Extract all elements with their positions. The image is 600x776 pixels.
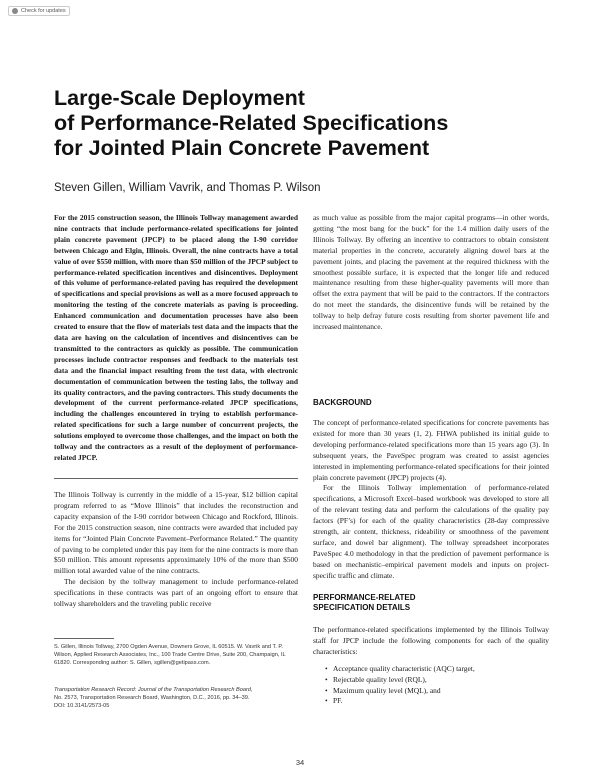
background-body bbox=[313, 418, 549, 582]
list-item: • Rejectable quality level (RQL), bbox=[325, 675, 549, 686]
title-line: for Jointed Plain Concrete Pavement bbox=[54, 136, 430, 160]
page-number: 34 bbox=[295, 758, 305, 767]
abstract: For the 2015 construction season, the Illinois Tollway management awarded nine contracts that include performance-related specifications for jointed plain concrete pavement (JPCP) to be placed along the I-90 corridor between Chicago and Elgin, Illinois. Overall, the nine contracts have a total value of over $550 million, with more than $50 million of the JPCP subject to performance-related specification incentives and disincentives. Deployment of this volume of performance-related paving has required the development of specifications and special provisions as well as a more focused approach to monitoring the testing of the concrete materials as paving is proceeding. Enhanced communication and documentation processes have also been created to ensure that the flow of materials test data and the impacts that the data are having on the calculation of incentives and disincentives can be transmitted to the contractors as quickly as possible. The communication processes include contractor responses and feedback to the materials test data and the financial impact resulting from the test data, with electronic documentation of communication between the testing labs, the tollway and its quality contractors, and the paving contractors. This study documents the development of the current performance-related JPCP specifications, including the challenges encountered in trying to establish performance-related specifications for such a large number of concurrent projects, the solutions employed to overcome those challenges, and the impact on both the tollway and the contractors as a result of the deployment of performance-related JPCP. bbox=[54, 213, 298, 462]
section-heading-prs-details bbox=[313, 593, 416, 613]
authors: Steven Gillen, William Vavrik, and Thomas P. Wilson bbox=[54, 182, 321, 194]
intro-paragraph: The decision by the tollway management to include performance-related specifications in these contracts was part of an ongoing effort to ensure that tollway shareholders and the traveling public receive bbox=[54, 577, 298, 609]
intro-continued bbox=[313, 213, 549, 333]
footnote-citation bbox=[54, 686, 298, 711]
heading-line: PERFORMANCE-RELATED bbox=[313, 593, 416, 602]
heading-line: SPECIFICATION DETAILS bbox=[313, 603, 411, 612]
doi-link[interactable]: DOI: 10.3141/2573-05 bbox=[54, 703, 110, 710]
page-title bbox=[54, 86, 534, 161]
list-item: • Maximum quality level (MQL), and bbox=[325, 686, 549, 697]
background-paragraph: For the Illinois Tollway implementation of performance-related specifications, a Microsoft Excel–based workbook was developed to store all of the relevant testing data and perform the calculations of the quality pay factors (PF’s) for each of the quality characteristics (28-day compressive strength, air content, thickness, rideability or smoothness of the pavement surface, and dowel bar alignment). The tollway spreadsheet incorporates PaveSpec 4.0 methodology in that the prediction of pavement performance is based on mechanistic–empirical pavement models and inputs on project-specific traffic and climate. bbox=[313, 483, 549, 580]
badge-label: Check for updates bbox=[21, 8, 66, 14]
intro-paragraph: The Illinois Tollway is currently in the middle of a 15-year, $12 billion capital program referred to as “Move Illinois” that includes the reconstruction and capacity expansion of the I-90 corridor between Chicago and Rockford, Illinois. For the 2015 construction season, nine contracts were awarded that included pay items for “Jointed Plain Concrete Pavement–Performance Related.” The quantity of paving to be completed under this pay item for the nine contracts is more than $50 million. This amount represents approximately 10% of the more than $500 million total awarded value of the nine contracts. bbox=[54, 490, 298, 576]
prs-details-paragraph: The performance-related specifications implemented by the Illinois Tollway staff for JPCP include the following components for each of the quality characteristics: bbox=[313, 625, 549, 656]
journal-issue: No. 2573, Transportation Research Board, Washington, D.C., 2016, pp. 34–39. bbox=[54, 695, 250, 702]
list-item: • Acceptance quality characteristic (AQC) target, bbox=[325, 664, 549, 675]
check-for-updates-badge[interactable] bbox=[8, 6, 70, 16]
journal-name: Transportation Research Record: Journal of the Transportation Research Board, bbox=[54, 687, 253, 693]
footnote-divider bbox=[54, 638, 114, 639]
title-line: Large-Scale Deployment bbox=[54, 86, 305, 110]
title-line: of Performance-Related Specifications bbox=[54, 111, 449, 135]
list-item: • PF. bbox=[325, 696, 549, 707]
background-paragraph: The concept of performance-related specifications for concrete pavements has existed for more than 30 years (1, 2). FHWA published its initial guide to developing performance-related specifications more than 15 years ago (3). In subsequent years, the PaveSpec program was created to assist agencies interested in implementing performance-related specifications for their jointed plain concrete pavement (JPCP) projects (4). bbox=[313, 418, 549, 482]
intro-continued-paragraph: as much value as possible from the major capital programs—in other words, getting “the most bang for the buck” for the 1.4 million daily users of the Illinois Tollway. By offering an incentive to contractors to obtain consistent material properties in the concrete, accurately aligning dowel bars at the pavement joints, and placing the pavement at the required thickness with the smoothest possible surface, it is expected that the longer life and reduced maintenance resulting from these higher-quality pavements will more than offset the extra payment that will be paid to the contractors. If the contractors do not meet the standards, the disincentive funds will be retained by the tollway to help defray future costs resulting from shorter pavement life and increased maintenance. bbox=[313, 213, 549, 332]
quality-components-list bbox=[313, 664, 549, 708]
footnote-affiliation: S. Gillen, Illinois Tollway, 2700 Ogden Avenue, Downers Grove, IL 60515. W. Vavrik and T. P. Wilson, Applied Research Associates, Inc., 100 Trade Centre Drive, Suite 200, Champaign, IL 61820. Corresponding author: S. Gillen, sgillen@getipass.com. bbox=[54, 644, 286, 667]
abstract-divider bbox=[54, 478, 298, 479]
intro-body bbox=[54, 490, 298, 610]
section-heading-background: BACKGROUND bbox=[313, 398, 372, 407]
prs-details-body bbox=[313, 625, 549, 707]
update-check-icon bbox=[12, 8, 18, 14]
